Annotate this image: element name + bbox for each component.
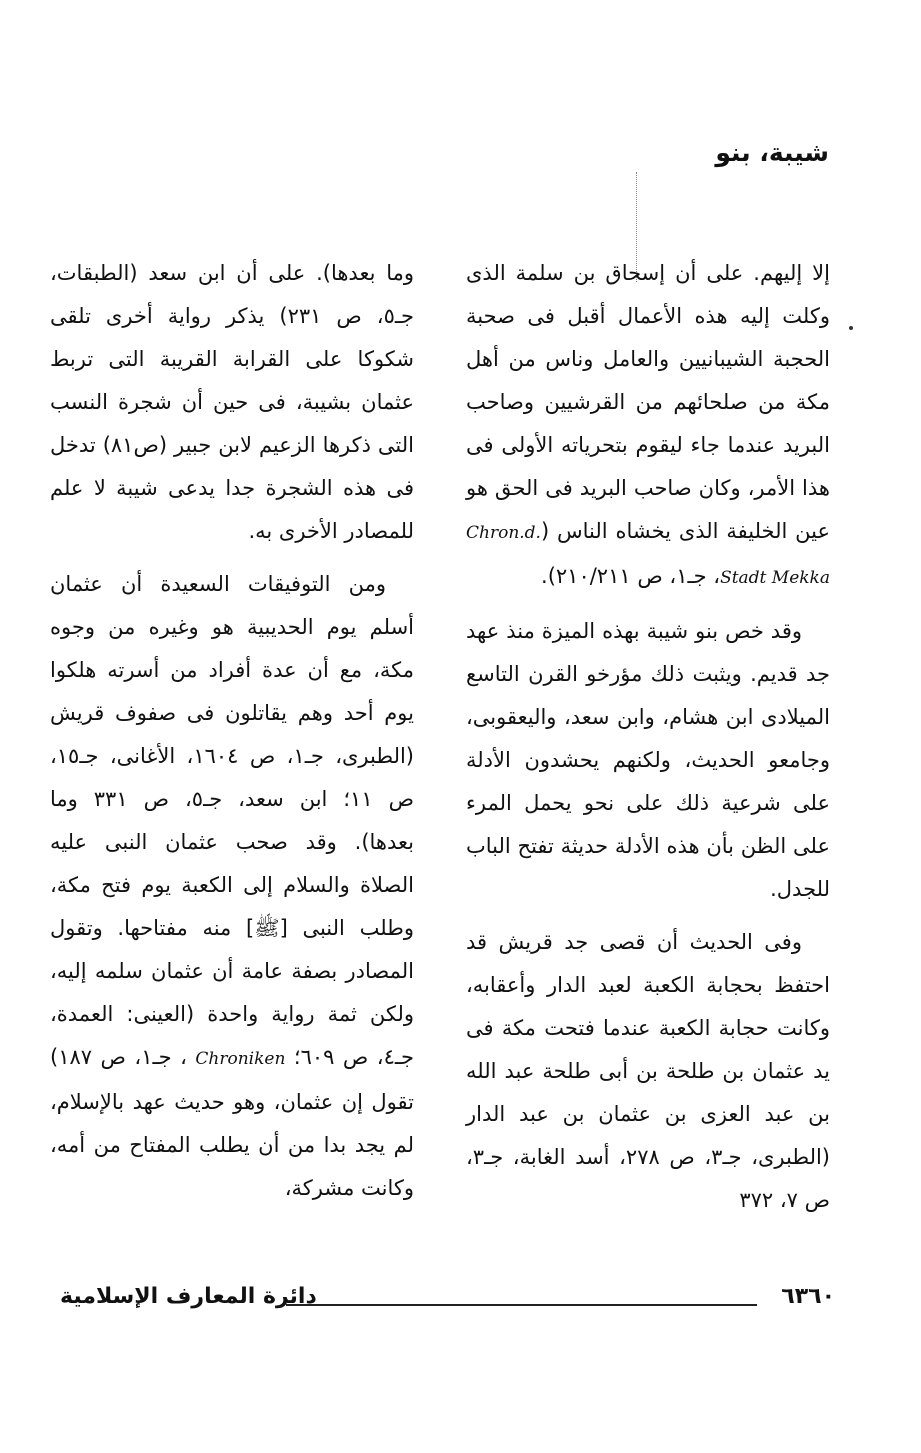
paragraph: وقد خص بنو شيبة بهذه الميزة منذ عهد جد قديم. ويثبت ذلك مؤرخو القرن التاسع الميلادى ابن هشام، وابن سعد، واليعقوبى، وجامعو الحديث، ولكنهم يحشدون الأدلة على شرعية ذلك على نحو يحمل المرء على الظن بأن هذه الأدلة حديثة تفتح الباب للجدل. (466, 619, 830, 901)
latin-citation: Chron.d. Stadt Mekka (466, 523, 830, 588)
paragraph (50, 563, 414, 1210)
paragraph (466, 252, 830, 600)
left-column (50, 252, 414, 1220)
stray-dot (849, 326, 853, 330)
latin-citation: Chroniken (195, 1049, 286, 1069)
paragraph-text: ، جـ١، ص ٢١٠/٢١١). (541, 564, 721, 588)
paragraph-text: ، جـ١، ص ١٨٧) تقول إن عثمان، وهو حديث عهد بالإسلام، لم يجد بدا من أن يطلب المفتاح من أمه، وكانت مشركة، (50, 1045, 414, 1200)
paragraph-text: ومن التوفيقات السعيدة أن عثمان أسلم يوم الحديبية هو وغيره من وجوه مكة، مع أن عدة أفراد من أسرته هلكوا يوم أحد وهم يقاتلون فى صفوف قريش (الطبرى، جـ١، ص ١٦٠٤، الأغانى، جـ١٥، ص ١١؛ ابن سعد، جـ٥، ص ٣٣١ وما بعدها). وقد صحب عثمان النبى عليه الصلاة والسلام إلى الكعبة يوم فتح مكة، وطلب النبى [ﷺ] منه مفتاحها. وتقول المصادر بصفة عامة أن عثمان سلمه إليه، ولكن ثمة رواية واحدة (العينى: العمدة، جـ٤، ص ٦٠٩؛ (50, 572, 414, 1069)
right-column (466, 252, 830, 1232)
paragraph-text: إلا إليهم. على أن إسحاق بن سلمة الذى وكلت إليه هذه الأعمال أقبل فى صحبة الحجبة الشيبانيين والعامل وناس من أهل مكة من صلحائهم من القرشيين وصاحب البريد عندما جاء ليقوم بتحرياته الأولى فى هذا الأمر، وكان صاحب البريد فى الحق هو عين الخليفة الذى يخشاه الناس ( (466, 261, 830, 543)
paragraph: وفى الحديث أن قصى جد قريش قد احتفظ بحجابة الكعبة لعبد الدار وأعقابه، وكانت حجابة الكعبة عندما فتحت مكة فى يد عثمان بن طلحة بن أبى طلحة عبد الله بن عبد العزى بن عثمان بن عبد الدار (الطبرى، جـ٣، ص ٢٧٨، أسد الغابة، جـ٣، ص ٧، ٣٧٢ (466, 930, 830, 1212)
page-footer (60, 1284, 835, 1324)
running-title: دائرة المعارف الإسلامية (60, 1284, 317, 1309)
article-heading: شيبة، بنو (715, 138, 829, 167)
paragraph: وما بعدها). على أن ابن سعد (الطبقات، جـ٥، ص ٢٣١) يذكر رواية أخرى تلقى شكوكا على القرابة القريبة التى تربط عثمان بشيبة، فى حين أن شجرة النسب التى ذكرها الزعيم لابن جبير (ص٨١) تدخل فى هذه الشجرة جدا يدعى شيبة لا علم للمصادر الأخرى به. (50, 261, 415, 543)
page-number: ٦٣٦٠ (781, 1284, 835, 1309)
footer-rule (286, 1304, 757, 1306)
